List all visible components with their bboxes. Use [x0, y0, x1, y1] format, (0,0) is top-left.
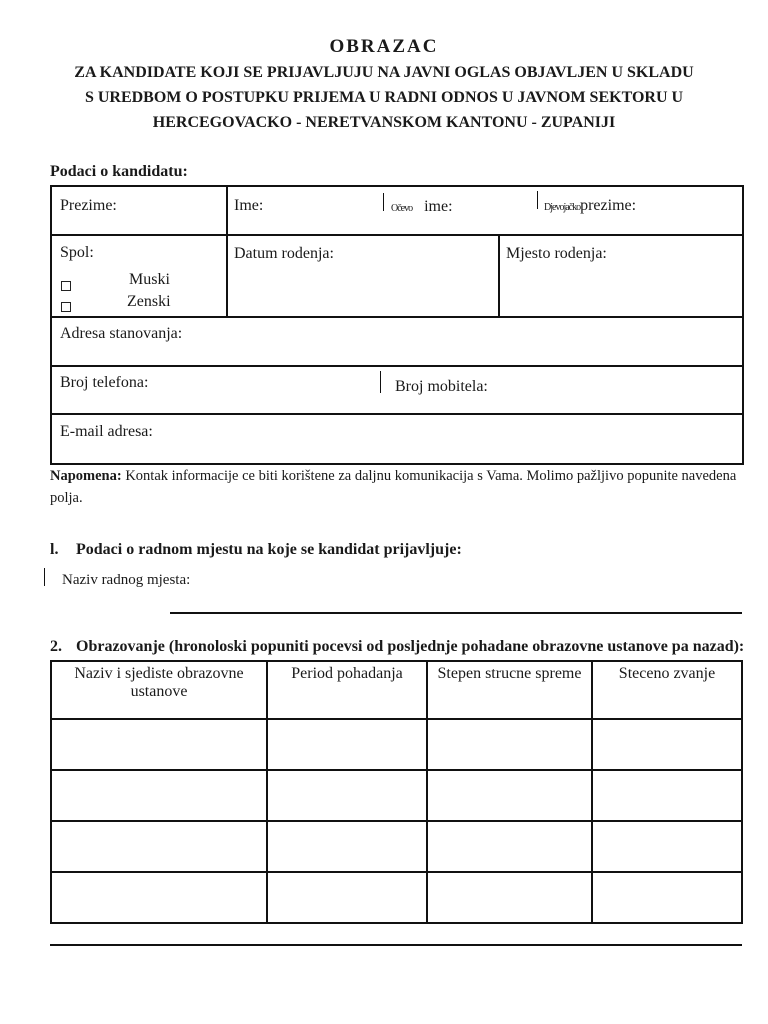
contact-note: [50, 465, 740, 509]
table-cell[interactable]: [427, 770, 592, 821]
table-cell[interactable]: [427, 821, 592, 872]
phone-label[interactable]: Broj telefona:: [60, 374, 149, 391]
row-email: [50, 413, 744, 465]
position-label: Naziv radnog mjesta:: [62, 572, 191, 588]
table-cell[interactable]: [592, 821, 742, 872]
table-cell[interactable]: [267, 719, 427, 770]
name-label[interactable]: Ime:: [234, 197, 264, 214]
divider: [44, 568, 45, 586]
column-header: Stepen strucne spreme: [427, 661, 592, 719]
male-label: Muski: [129, 271, 170, 288]
father-name-rest: ime:: [424, 198, 453, 215]
note-text: Kontak informacije ce biti korištene za daljnu komunikacija s Vama. Molimo pažljivo popunite navedena polja.: [50, 468, 737, 506]
female-checkbox[interactable]: [61, 302, 71, 312]
table-header-row: [51, 661, 742, 719]
mobile-label[interactable]: Broj mobitela:: [395, 378, 488, 395]
education-section-number: 2.: [50, 638, 62, 655]
divider: [383, 193, 384, 211]
table-cell[interactable]: [592, 872, 742, 923]
form-title: OBRAZAC: [329, 36, 439, 57]
table-cell[interactable]: [592, 770, 742, 821]
male-checkbox[interactable]: [61, 281, 71, 291]
divider: [226, 186, 228, 235]
job-section-number: l.: [50, 541, 59, 558]
table-row: [51, 719, 742, 770]
table-cell[interactable]: [267, 770, 427, 821]
email-label[interactable]: E-mail adresa:: [60, 423, 153, 440]
table-cell[interactable]: [427, 872, 592, 923]
table-row: [51, 821, 742, 872]
divider: [226, 235, 228, 317]
divider: [498, 235, 500, 317]
note-bold-label: Napomena:: [50, 468, 122, 484]
divider: [380, 371, 381, 393]
maiden-name-rest: prezime:: [580, 197, 637, 214]
table-cell[interactable]: [427, 719, 592, 770]
education-table: [50, 660, 743, 924]
table-cell[interactable]: [51, 821, 267, 872]
address-label[interactable]: Adresa stanovanja:: [60, 325, 183, 342]
job-section-title: Podaci o radnom mjestu na koje se kandidat prijavljuje:: [76, 541, 462, 558]
form-subtitle-line-2: S UREDBOM O POSTUPKU PRIJEMA U RADNI ODNOS U JAVNOM SEKTORU U: [84, 89, 684, 106]
column-header: Naziv i sjediste obrazovne ustanove: [51, 661, 267, 719]
form-subtitle-line-1: ZA KANDIDATE KOJI SE PRIJAVLJUJU NA JAVNI OGLAS OBJAVLJEN U SKLADU: [74, 64, 694, 81]
candidate-section-title: Podaci o kandidatu:: [50, 163, 188, 180]
gender-label: Spol:: [60, 244, 94, 261]
birth-place-label[interactable]: Mjesto rodenja:: [506, 245, 607, 262]
female-label: Zenski: [127, 293, 171, 310]
table-row: [51, 872, 742, 923]
father-name-small: Očevo: [391, 203, 413, 214]
table-row: [51, 770, 742, 821]
bottom-rule: [50, 944, 742, 946]
birth-date-label[interactable]: Datum rodenja:: [234, 245, 334, 262]
table-cell[interactable]: [51, 770, 267, 821]
column-header: Steceno zvanje: [592, 661, 742, 719]
divider: [537, 191, 538, 209]
table-cell[interactable]: [592, 719, 742, 770]
position-input-line[interactable]: [170, 612, 742, 614]
surname-label[interactable]: Prezime:: [60, 197, 117, 214]
table-cell[interactable]: [51, 719, 267, 770]
table-cell[interactable]: [267, 872, 427, 923]
maiden-name-small: Djevojačko: [544, 202, 581, 213]
column-header: Period pohadanja: [267, 661, 427, 719]
education-section-title: Obrazovanje (hronoloski popuniti pocevsi od posljednje pohadane obrazovne ustanove pa nazad):: [76, 638, 745, 655]
table-cell[interactable]: [51, 872, 267, 923]
table-cell[interactable]: [267, 821, 427, 872]
form-subtitle-line-3: HERCEGOVACKO - NERETVANSKOM KANTONU - ZUPANIJI: [152, 114, 616, 131]
father-name-label[interactable]: [391, 198, 453, 216]
maiden-name-label[interactable]: [544, 197, 636, 215]
